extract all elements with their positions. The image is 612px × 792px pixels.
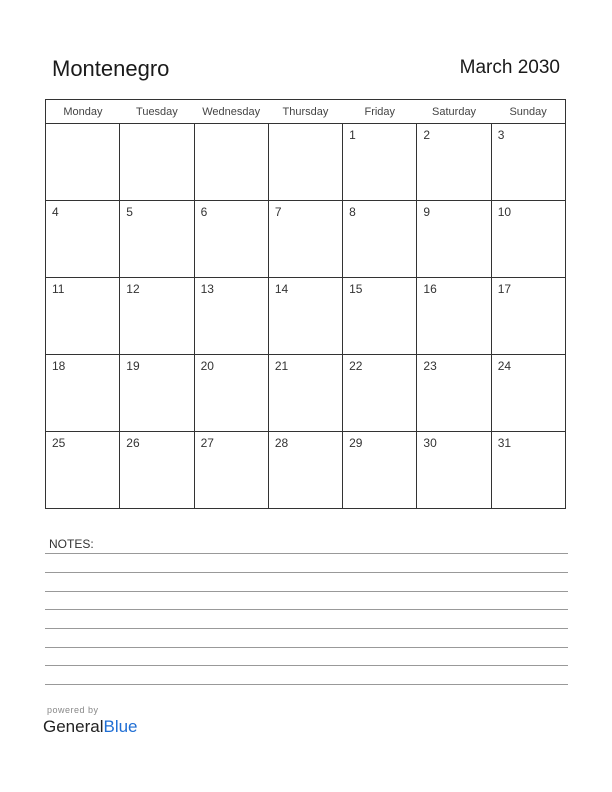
day-cell xyxy=(268,201,342,278)
day-cell xyxy=(417,278,491,355)
day-cell xyxy=(417,355,491,432)
brand-blue-text: Blue xyxy=(103,717,138,736)
day-cell xyxy=(343,278,417,355)
day-cell xyxy=(343,124,417,201)
day-cell xyxy=(268,124,342,201)
day-cell xyxy=(268,278,342,355)
weekday-wednesday: Wednesday xyxy=(194,100,268,124)
day-number: 30 xyxy=(423,436,437,450)
day-number: 18 xyxy=(52,359,66,373)
day-number: 26 xyxy=(126,436,140,450)
calendar-grid xyxy=(45,99,566,509)
notes-line xyxy=(45,684,568,685)
brand-general-text: General xyxy=(43,717,104,736)
day-number: 17 xyxy=(497,282,512,296)
weekday-thursday: Thursday xyxy=(268,100,342,124)
day-cell xyxy=(268,355,342,432)
day-number: 11 xyxy=(52,282,65,296)
notes-line xyxy=(45,572,568,573)
day-number: 5 xyxy=(126,205,133,219)
day-cell xyxy=(120,124,194,201)
notes-line xyxy=(45,628,568,629)
day-cell xyxy=(46,355,120,432)
weekday-tuesday: Tuesday xyxy=(120,100,194,124)
day-cell xyxy=(120,201,194,278)
day-cell xyxy=(194,124,268,201)
day-number: 14 xyxy=(274,282,289,296)
generalblue-logo xyxy=(43,717,138,737)
day-cell xyxy=(120,278,194,355)
week-row-3 xyxy=(46,278,566,355)
weekday-saturday: Saturday xyxy=(417,100,491,124)
weekday-header-row xyxy=(46,100,566,124)
day-number: 22 xyxy=(349,359,363,373)
calendar-month-title: March 2030 xyxy=(459,57,560,78)
day-cell xyxy=(491,432,565,509)
day-cell xyxy=(46,201,120,278)
day-number: 2 xyxy=(423,128,431,142)
day-number: 16 xyxy=(423,282,437,296)
day-number: 20 xyxy=(200,359,214,373)
day-number: 28 xyxy=(274,436,289,450)
calendar-country-title: Montenegro xyxy=(52,56,170,81)
day-number: 19 xyxy=(126,359,140,373)
day-number: 3 xyxy=(497,128,505,142)
day-number: 29 xyxy=(349,436,363,450)
day-number: 10 xyxy=(497,205,512,219)
notes-line xyxy=(45,553,568,554)
day-number: 4 xyxy=(52,205,59,219)
day-cell xyxy=(120,432,194,509)
weekday-sunday: Sunday xyxy=(491,100,565,124)
week-row-4 xyxy=(46,355,566,432)
notes-line xyxy=(45,609,568,610)
day-cell xyxy=(417,124,491,201)
day-number: 21 xyxy=(274,359,289,373)
day-cell xyxy=(491,124,565,201)
day-cell xyxy=(491,355,565,432)
day-cell xyxy=(343,432,417,509)
day-cell xyxy=(343,355,417,432)
day-number: 24 xyxy=(497,359,512,373)
day-cell xyxy=(417,432,491,509)
day-cell xyxy=(194,355,268,432)
day-cell xyxy=(120,355,194,432)
day-number: 6 xyxy=(200,205,208,219)
day-cell xyxy=(343,201,417,278)
day-number: 7 xyxy=(274,205,282,219)
day-number: 23 xyxy=(423,359,437,373)
day-cell xyxy=(46,432,120,509)
powered-by-text: powered by xyxy=(47,705,99,715)
day-number: 9 xyxy=(423,205,431,219)
day-number: 31 xyxy=(497,436,512,450)
day-cell xyxy=(46,278,120,355)
day-cell xyxy=(46,124,120,201)
day-cell xyxy=(194,432,268,509)
week-row-5 xyxy=(46,432,566,509)
day-cell xyxy=(491,278,565,355)
weekday-monday: Monday xyxy=(46,100,120,124)
day-number: 13 xyxy=(200,282,214,296)
notes-line xyxy=(45,665,568,666)
day-cell xyxy=(417,201,491,278)
notes-label: NOTES: xyxy=(49,537,94,551)
notes-line xyxy=(45,591,568,592)
day-number: 15 xyxy=(349,282,363,296)
day-number: 27 xyxy=(200,436,214,450)
day-number: 25 xyxy=(52,436,66,450)
day-number: 1 xyxy=(349,128,356,142)
day-cell xyxy=(268,432,342,509)
weekday-friday: Friday xyxy=(343,100,417,124)
day-cell xyxy=(194,278,268,355)
day-cell xyxy=(194,201,268,278)
day-number: 12 xyxy=(126,282,140,296)
week-row-1 xyxy=(46,124,566,201)
week-row-2 xyxy=(46,201,566,278)
day-cell xyxy=(491,201,565,278)
day-number: 8 xyxy=(349,205,356,219)
notes-line xyxy=(45,647,568,648)
